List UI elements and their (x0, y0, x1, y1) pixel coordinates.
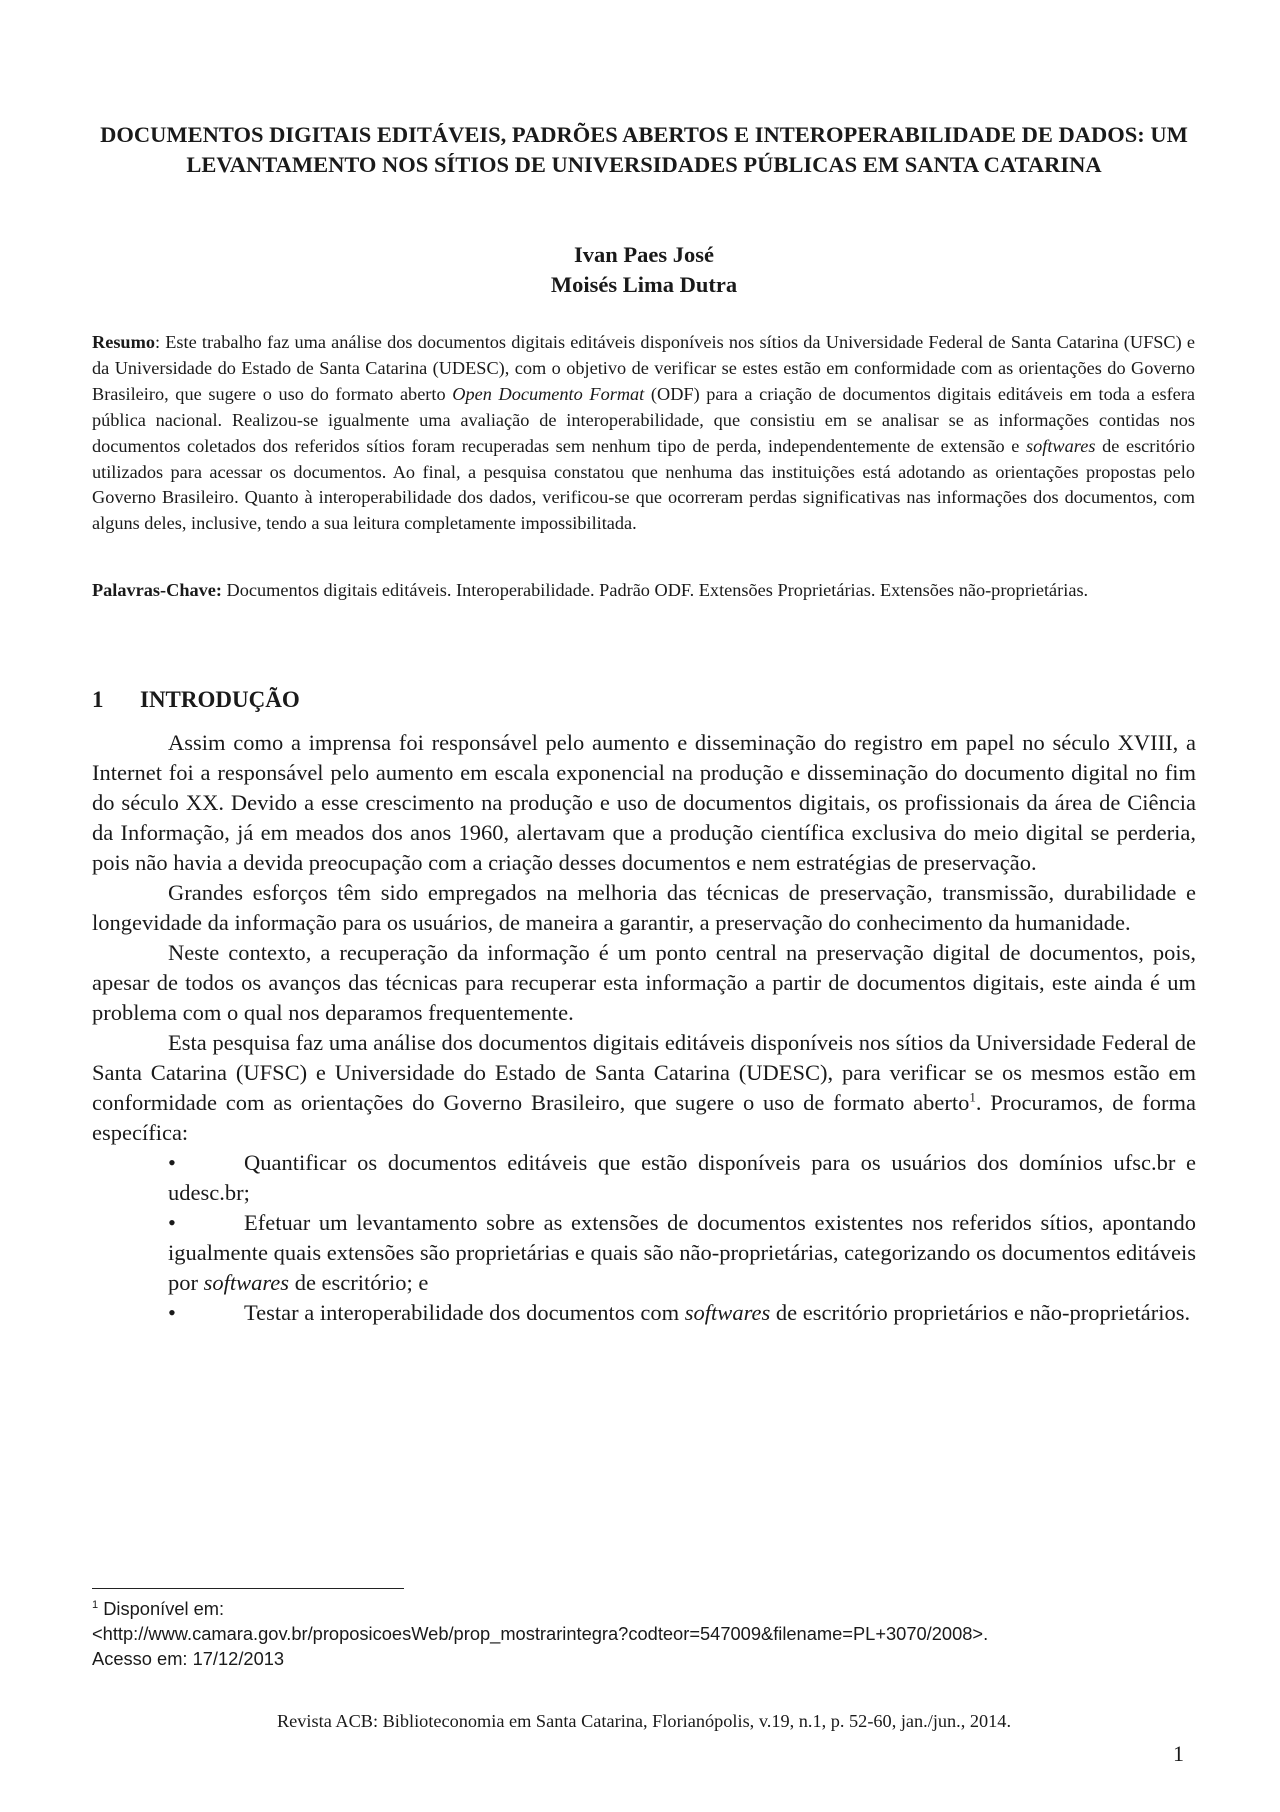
section-number: 1 (92, 687, 104, 712)
section-title: INTRODUÇÃO (140, 687, 300, 712)
list-item (168, 1148, 1196, 1208)
author-list (92, 240, 1196, 300)
author-name: Moisés Lima Dutra (550, 272, 738, 297)
list-item (168, 1208, 1196, 1298)
paragraph: Grandes esforços têm sido empregados na melhoria das técnicas de preservação, transmissão, durabilidade e longevidade da informação para os usuários, de maneira a garantir, a preservação do conhecimento da humanidade. (92, 880, 1196, 935)
abstract-italic-term: Open Documento Format (452, 383, 645, 404)
paragraph (92, 1028, 1196, 1148)
footnote-marker: 1 (92, 1598, 99, 1611)
section-body (92, 728, 1196, 1328)
list-item-italic: softwares (684, 1300, 771, 1325)
footnote-access-date: Acesso em: 17/12/2013 (92, 1648, 285, 1669)
paragraph-text: Esta pesquisa faz uma análise dos documentos digitais editáveis disponíveis nos sítios da Universidade Federal de Santa Catarina (UFSC) e Universidade do Estado de Santa Catarina (UDESC), para verificar se os mesmos estão em conformidade com as orientações do Governo Brasileiro, que sugere o uso de formato aberto (92, 1030, 1196, 1115)
objectives-list (92, 1148, 1196, 1328)
author-name: Ivan Paes José (574, 242, 714, 267)
abstract-text: : Este trabalho faz uma análise dos documentos digitais editáveis disponíveis nos sítios da Universidade Federal de Santa Catarina (UFSC) e da Universidade do Estado de Santa Catarina (UDESC), com o objetivo de verificar se estes estão em conformidade com as orientações do Governo Brasileiro, que sugere o uso do formato aberto (92, 332, 1195, 404)
abstract-label: Resumo (92, 332, 155, 352)
list-item-italic: softwares (203, 1270, 290, 1295)
abstract-text: de escritório utilizados para acessar os documentos. Ao final, a pesquisa constatou que nenhuma das instituições está adotando as orientações propostas pelo Governo Brasileiro. Quanto à interoperabilidade dos dados, verificou-se que ocorreram perdas significativas nas informações dos documentos, com alguns deles, inclusive, tendo a sua leitura completamente impossibilitada. (92, 435, 1195, 534)
list-item-text: Testar a interoperabilidade dos documentos com (244, 1300, 685, 1325)
keywords-text: Documentos digitais editáveis. Interoperabilidade. Padrão ODF. Extensões Proprietárias. Extensões não-proprietárias. (221, 580, 1089, 600)
paragraph-text: . Procuramos, de forma específica: (92, 1090, 1196, 1145)
list-item-text: de escritório; e (289, 1270, 429, 1295)
footnote-text: Disponível em: (98, 1598, 225, 1619)
running-footer: Revista ACB: Biblioteconomia em Santa Catarina, Florianópolis, v.19, n.1, p. 52-60, jan./jun., 2014. (276, 1711, 1012, 1731)
footnote-divider (92, 1588, 404, 1589)
abstract-italic-term: softwares (1026, 435, 1096, 456)
bullet-icon: • (168, 1300, 176, 1325)
footnote-reference[interactable]: 1 (969, 1089, 976, 1105)
bullet-icon: • (168, 1210, 176, 1235)
page-number: 1 (1173, 1741, 1184, 1766)
abstract (92, 330, 1195, 537)
section-heading (92, 685, 300, 715)
list-item (168, 1298, 1196, 1328)
keywords (92, 578, 1195, 604)
footnote (92, 1596, 1196, 1671)
list-item-text: de escritório proprietários e não-proprietários. (770, 1300, 1191, 1325)
list-item-text: Efetuar um levantamento sobre as extensões de documentos existentes nos referidos sítios, apontando igualmente quais extensões são proprietárias e quais são não-proprietárias, categorizando os documentos editáveis por (168, 1210, 1196, 1295)
paragraph: Neste contexto, a recuperação da informação é um ponto central na preservação digital de documentos, pois, apesar de todos os avanços das técnicas para recuperar esta informação a partir de documentos digitais, este ainda é um problema com o qual nos deparamos frequentemente. (92, 940, 1196, 1025)
bullet-icon: • (168, 1150, 176, 1175)
paragraph: Assim como a imprensa foi responsável pelo aumento e disseminação do registro em papel no século XVIII, a Internet foi a responsável pelo aumento em escala exponencial na produção e disseminação do documento digital no fim do século XX. Devido a esse crescimento na produção e uso de documentos digitais, os profissionais da área de Ciência da Informação, já em meados dos anos 1960, alertavam que a produção científica exclusiva do meio digital se perderia, pois não havia a devida preocupação com a criação desses documentos e nem estratégias de preservação. (92, 730, 1196, 875)
footnote-url[interactable]: <http://www.camara.gov.br/proposicoesWeb/prop_mostrarintegra?codteor=547009&filename=PL+3070/2008>. (92, 1623, 989, 1644)
footnote-line (92, 1596, 1196, 1621)
abstract-text: (ODF) para a criação de documentos digitais editáveis em toda a esfera pública nacional. Realizou-se igualmente uma avaliação de interoperabilidade, que consistiu em se analisar se as informações contidas nos documentos coletados dos referidos sítios foram recuperadas sem nenhum tipo de perda, independentemente de extensão e (92, 383, 1195, 456)
list-item-text: Quantificar os documentos editáveis que estão disponíveis para os usuários dos domínios ufsc.br e udesc.br; (168, 1150, 1196, 1205)
paper-title: DOCUMENTOS DIGITAIS EDITÁVEIS, PADRÕES ABERTOS E INTEROPERABILIDADE DE DADOS: UM LEVANTAMENTO NOS SÍTIOS DE UNIVERSIDADES PÚBLICAS EM SANTA CATARINA (100, 122, 1188, 177)
keywords-label: Palavras-Chave: (92, 580, 222, 600)
